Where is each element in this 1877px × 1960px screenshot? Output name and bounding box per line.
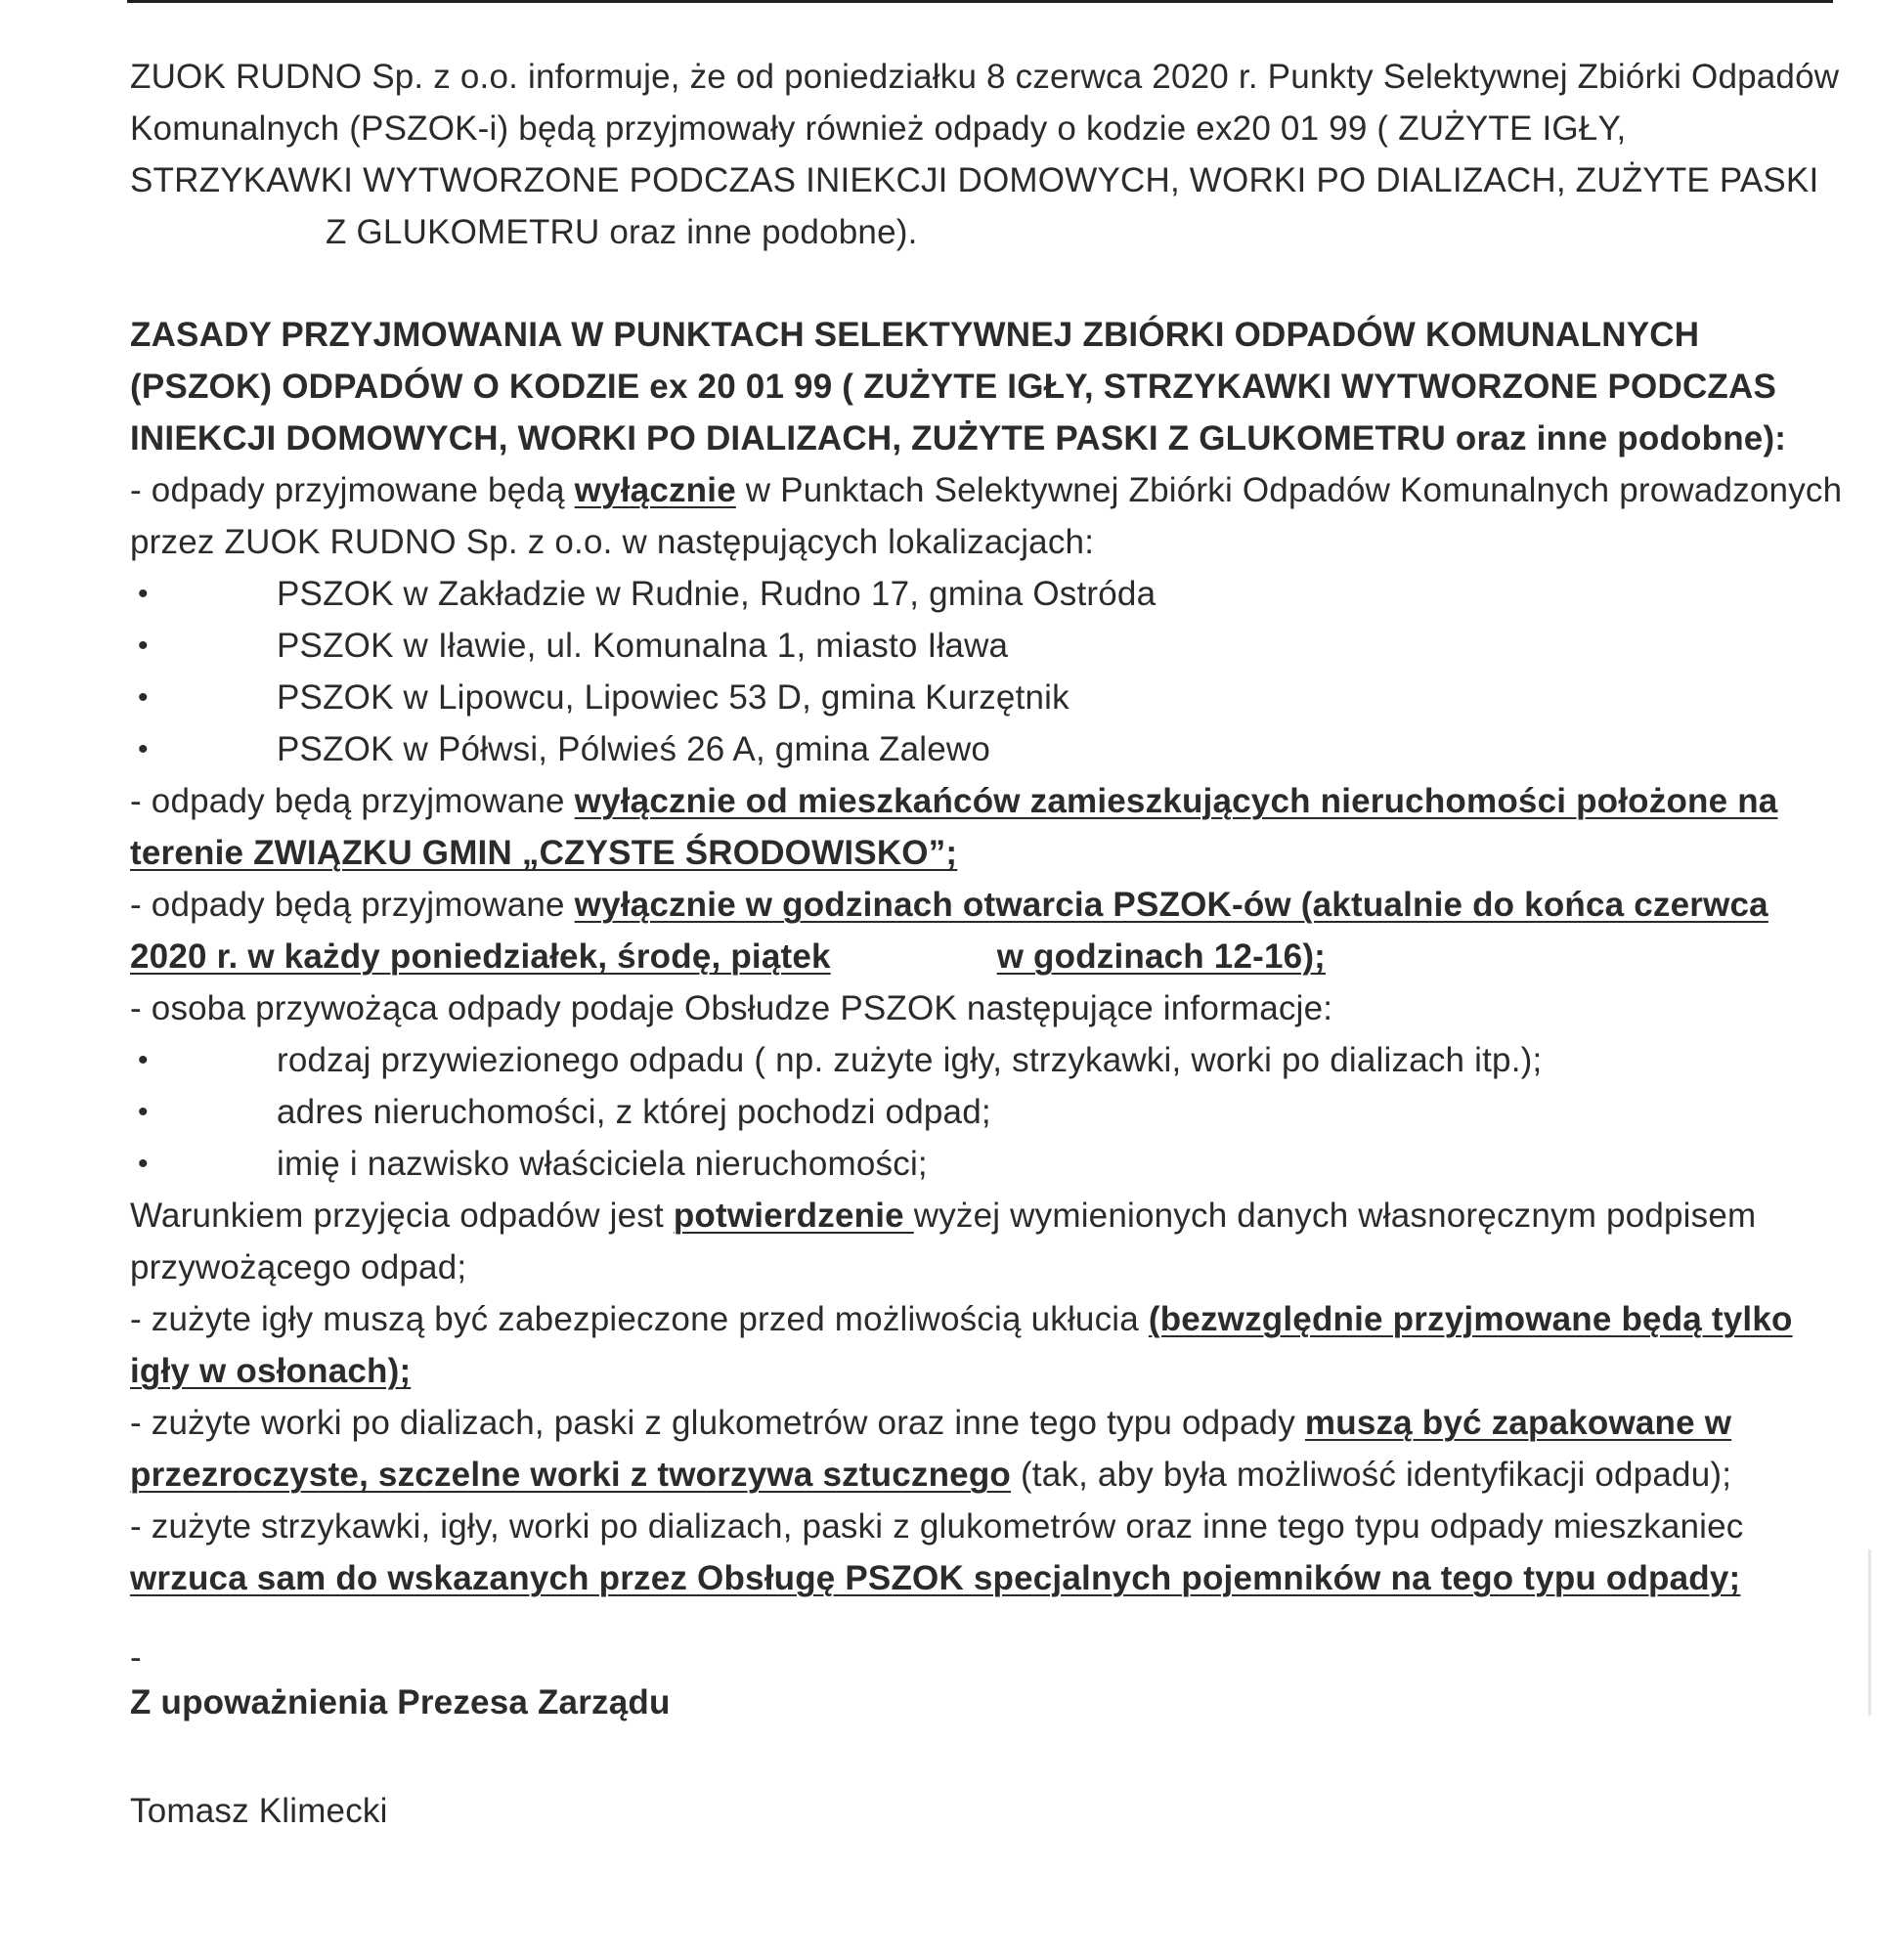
location-text: PSZOK w Półwsi, Pólwieś 26 A, gmina Zalewo (277, 730, 991, 768)
rule-emphasis: wyłącznie (574, 471, 736, 509)
rule-text: - odpady będą przyjmowane (130, 886, 575, 924)
rule-needles (130, 1293, 1851, 1397)
info-text: rodzaj przywiezionego odpadu ( np. zużyte igły, strzykawki, worki po dializach itp.); (277, 1041, 1543, 1079)
list-item (130, 1034, 1851, 1086)
info-text: adres nieruchomości, z której pochodzi odpad; (277, 1093, 991, 1131)
intro-paragraph (130, 51, 1851, 258)
rule-residents (130, 775, 1851, 879)
rule-emphasis: wrzuca sam do wskazanych przez Obsługę PSZOK specjalnych pojemników na tego typu odpady; (130, 1559, 1741, 1597)
condition-emphasis: potwierdzenie (673, 1197, 914, 1235)
bullet-icon: • (138, 578, 149, 610)
dash-mark: - (130, 1638, 142, 1677)
signature-name: Tomasz Klimecki (130, 1792, 388, 1830)
locations-list (130, 568, 1851, 775)
list-item (130, 1086, 1851, 1138)
bullet-icon: • (138, 1044, 149, 1076)
intro-text: ZUOK RUDNO Sp. z o.o. informuje, że od poniedziałku 8 czerwca 2020 r. Punkty Selektywnej Zbiórki Odpadów Komunalnych (PSZOK-i) będą przyjmowały również odpady o kodzie ex20 01 99 ( ZUŻYTE IGŁY, STRZYKAWKI WYTWORZONE PODCZAS INIEKCJI DOMOWYCH, WORKI PO DIALIZACH, ZUŻYTE PASKI (130, 58, 1840, 199)
list-item (130, 1138, 1851, 1190)
intro-text-end: Z GLUKOMETRU oraz inne podobne). (326, 213, 918, 251)
bullet-icon: • (138, 681, 149, 714)
rule-text: (tak, aby była możliwość identyfikacji odpadu); (1011, 1456, 1732, 1494)
condition-paragraph (130, 1190, 1851, 1293)
rule-emphasis: w godzinach 12-16); (996, 937, 1327, 976)
scan-artifact (1868, 1549, 1871, 1716)
rules-heading: ZASADY PRZYJMOWANIA W PUNKTACH SELEKTYWNEJ ZBIÓRKI ODPADÓW KOMUNALNYCH (PSZOK) ODPADÓW O KODZIE ex 20 01 99 ( ZUŻYTE IGŁY, STRZYKAWKI WYTWORZONE PODCZAS INIEKCJI DOMOWYCH, WORKI PO DIALIZACH, ZUŻYTE PASKI Z GLUKOMETRU oraz inne podobne): (130, 316, 1787, 457)
bullet-icon: • (138, 630, 149, 662)
list-item (130, 672, 1851, 723)
rule-locations (130, 464, 1851, 568)
location-text: PSZOK w Zakładzie w Rudnie, Rudno 17, gmina Ostróda (277, 575, 1157, 613)
location-text: PSZOK w Iławie, ul. Komunalna 1, miasto Iława (277, 627, 1009, 665)
rule-text: - odpady będą przyjmowane (130, 782, 575, 820)
rule-packaging (130, 1397, 1851, 1501)
condition-text: Warunkiem przyjęcia odpadów jest (130, 1197, 674, 1235)
bullet-icon: • (138, 1096, 149, 1128)
signature-gap (130, 1728, 1851, 1785)
rule-emphasis: wyłącznie od mieszkańców zamieszkujących nieruchomości położone na terenie ZWIĄZKU GMIN „CZYSTE ŚRODOWISKO”; (130, 782, 1778, 872)
notice-document (130, 51, 1851, 1837)
rule-emphasis: (bezwzględnie przyjmowane będą tylko igły w osłonach); (130, 1300, 1793, 1390)
bullet-icon: • (138, 733, 149, 765)
condition-text: wyżej wymienionych danych własnoręcznym podpisem przywożącego odpad; (130, 1197, 1757, 1286)
list-item (130, 568, 1851, 620)
top-rule (127, 0, 1833, 3)
list-item (130, 723, 1851, 775)
bullet-icon: • (138, 1148, 149, 1180)
rule-text: - zużyte igły muszą być zabezpieczone przed możliwością ukłucia (130, 1300, 1149, 1338)
rule-text: w Punktach Selektywnej Zbiórki Odpadów Komunalnych prowadzonych przez ZUOK RUDNO Sp. z o.o. w następujących lokalizacjach: (130, 471, 1843, 561)
rule-text: - odpady przyjmowane będą (130, 471, 575, 509)
rule-text: - zużyte worki po dializach, paski z glukometrów oraz inne tego typu odpady (130, 1404, 1305, 1442)
paragraph-gap (130, 258, 1851, 309)
location-text: PSZOK w Lipowcu, Lipowiec 53 D, gmina Kurzętnik (277, 678, 1069, 717)
signature-role: Z upoważnienia Prezesa Zarządu (130, 1683, 671, 1721)
list-item (130, 620, 1851, 672)
rule-emphasis: wyłącznie w godzinach otwarcia PSZOK-ów (aktualnie do końca czerwca 2020 r. w każdy poniedziałek, środę, piątek (130, 886, 1768, 976)
rule-information: - osoba przywożąca odpady podaje Obsłudze PSZOK następujące informacje: (130, 989, 1333, 1027)
rule-hours (130, 879, 1851, 982)
rule-emphasis: muszą być zapakowane w przezroczyste, szczelne worki z tworzywa sztucznego (130, 1404, 1732, 1494)
information-list (130, 1034, 1851, 1190)
rule-text: - zużyte strzykawki, igły, worki po dializach, paski z glukometrów oraz inne tego typu odpady mieszkaniec (130, 1507, 1744, 1546)
rule-containers (130, 1501, 1851, 1604)
info-text: imię i nazwisko właściciela nieruchomości; (277, 1145, 928, 1183)
